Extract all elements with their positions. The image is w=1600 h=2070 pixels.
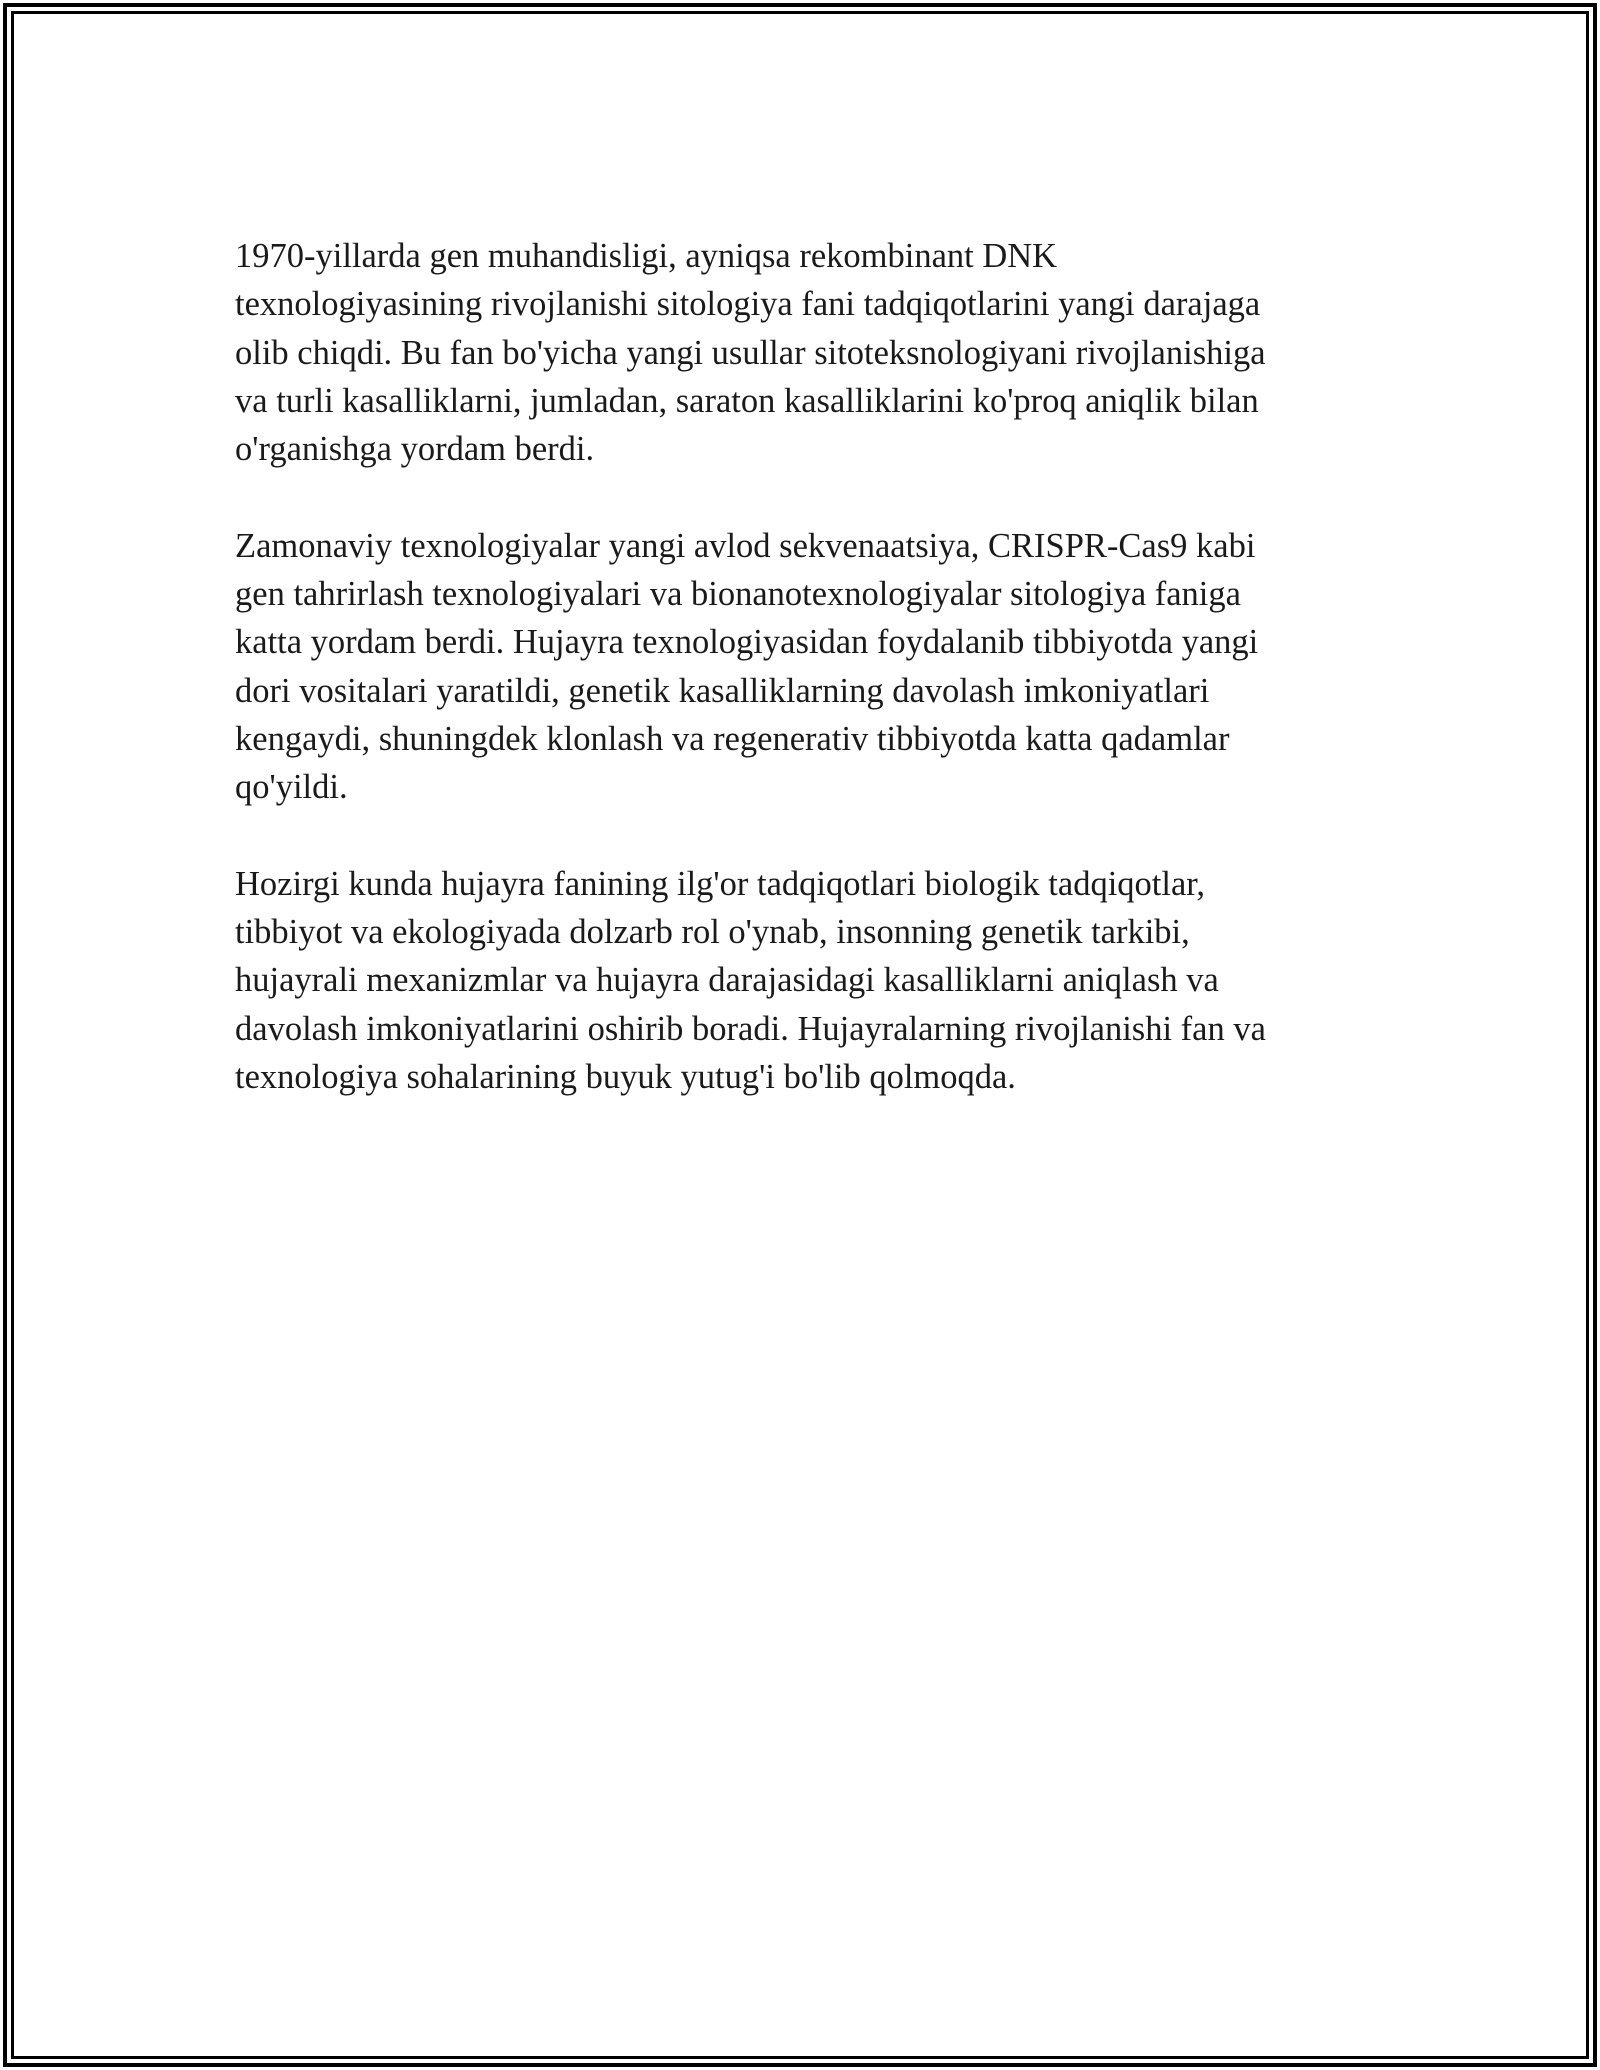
text-line: katta yordam berdi. Hujayra texnologiyasidan foydalanib tibbiyotda yangi (235, 623, 1259, 662)
text-line: texnologiya sohalarining buyuk yutug'i bo'lib qolmoqda. (235, 1058, 1016, 1097)
paragraph-1 (235, 232, 1365, 473)
paragraph-3 (235, 860, 1365, 1101)
text-line: Zamonaviy texnologiyalar yangi avlod sekvenaatsiya, CRISPR-Cas9 kabi (235, 526, 1256, 565)
paragraph-2 (235, 522, 1365, 812)
text-line: qo'yildi. (235, 768, 348, 807)
document-body (235, 232, 1365, 1150)
text-line: dori vositalari yaratildi, genetik kasalliklarning davolash imkoniyatlari (235, 671, 1210, 710)
text-line: hujayrali mexanizmlar va hujayra darajasidagi kasalliklarni aniqlash va (235, 961, 1219, 1000)
text-line: Hozirgi kunda hujayra fanining ilg'or tadqiqotlari biologik tadqiqotlar, (235, 864, 1205, 903)
text-line: kengaydi, shuningdek klonlash va regenerativ tibbiyotda katta qadamlar (235, 719, 1230, 758)
text-line: davolash imkoniyatlarini oshirib boradi. Hujayralarning rivojlanishi fan va (235, 1009, 1266, 1048)
text-line: tibbiyot va ekologiyada dolzarb rol o'ynab, insonning genetik tarkibi, (235, 913, 1190, 952)
text-line: 1970-yillarda gen muhandisligi, ayniqsa rekombinant DNK (235, 237, 1058, 275)
text-line: o'rganishga yordam berdi. (235, 430, 595, 469)
text-line: gen tahrirlash texnologiyalari va bionanotexnologiyalar sitologiya faniga (235, 575, 1241, 614)
text-line: va turli kasalliklarni, jumladan, saraton kasalliklarini ko'proq aniqlik bilan (235, 381, 1259, 420)
text-line: olib chiqdi. Bu fan bo'yicha yangi usullar sitoteksnologiyani rivojlanishiga (235, 333, 1266, 372)
text-line: texnologiyasining rivojlanishi sitologiya fani tadqiqotlarini yangi darajaga (235, 285, 1261, 324)
